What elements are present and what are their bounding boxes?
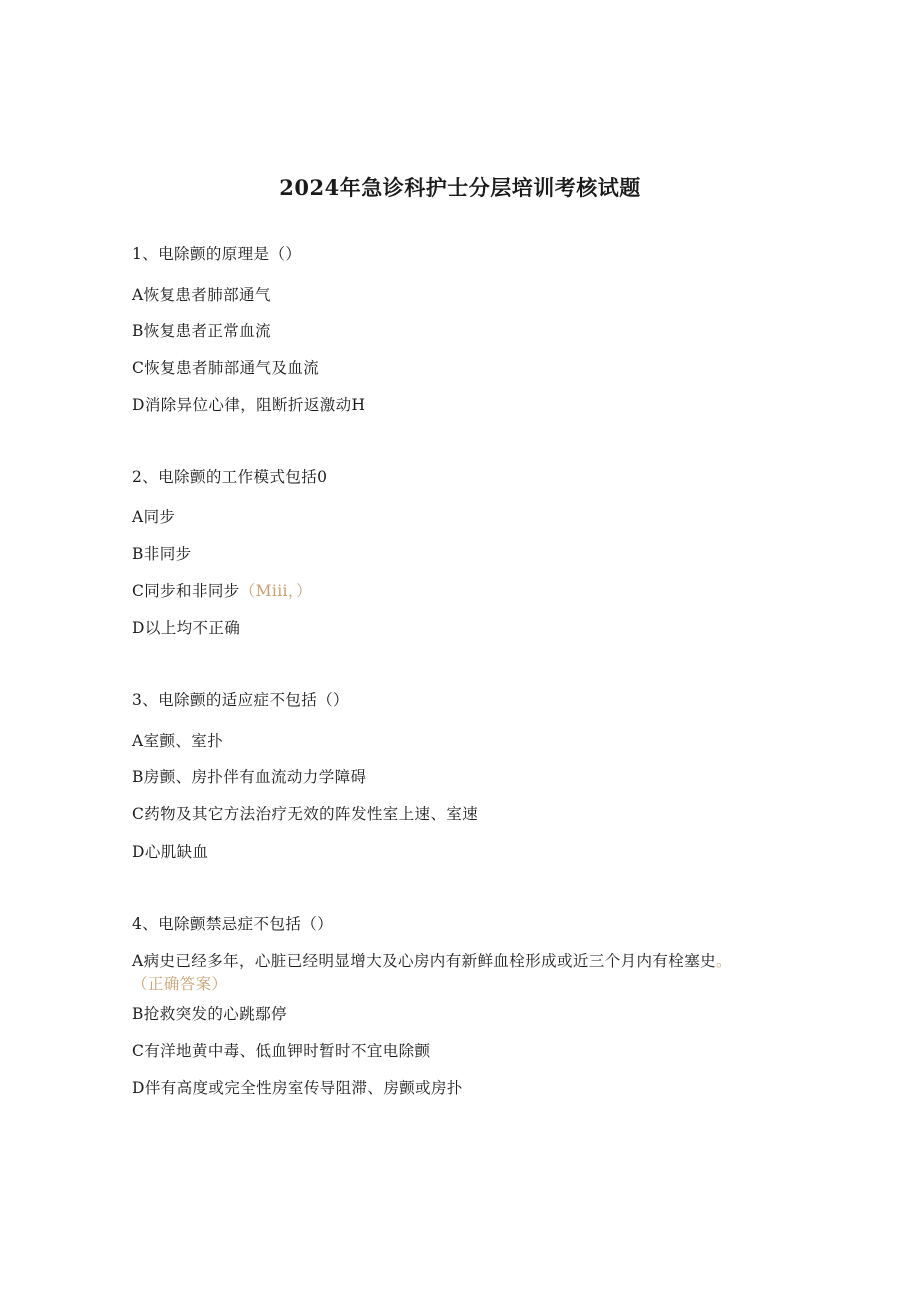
question-1-option-c: C恢复患者肺部通气及血流: [132, 359, 320, 377]
question-2-stem: 2、电除颤的工作模式包括0: [132, 468, 328, 486]
question-4-stem: 4、电除颤禁忌症不包括（）: [132, 915, 334, 933]
question-3-option-a: A室颤、室扑: [132, 732, 224, 750]
question-4-option-a-text: A病史已经多年，心脏已经明显增大及心房内有新鲜血栓形成或近三个月内有栓塞史: [132, 952, 716, 970]
question-3-option-d: D心肌缺血: [132, 843, 209, 861]
question-2-answer-mark: （Miii，）: [239, 582, 312, 600]
question-2-option-c-text: C同步和非同步: [132, 582, 240, 600]
question-1-option-b: B恢复患者正常血流: [132, 322, 271, 340]
question-2-option-b: B非同步: [132, 545, 192, 563]
question-4-answer-mark: （正确答案）: [132, 975, 228, 993]
question-3-option-b: B房颤、房扑伴有血流动力学障碍: [132, 768, 367, 786]
question-3-stem: 3、电除颤的适应症不包括（）: [132, 691, 349, 709]
question-4-option-b: B抢救突发的心跳鄢停: [132, 1005, 287, 1023]
question-1-option-a: A恢复患者肺部通气: [132, 286, 271, 304]
question-4-option-a-tail: 。: [716, 952, 732, 970]
question-2-option-d: D以上均不正确: [132, 619, 241, 637]
question-1-option-d: D消除异位心律，阻断折返激动H: [132, 396, 366, 414]
question-2-option-a: A同步: [132, 508, 176, 526]
question-3-option-c: C药物及其它方法治疗无效的阵发性室上速、室速: [132, 805, 479, 823]
page-title: 2024年急诊科护士分层培训考核试题: [279, 175, 641, 200]
question-4-option-c: C有洋地黄中毒、低血钾时暂时不宜电除颤: [132, 1042, 431, 1060]
question-2-option-c: [132, 581, 312, 601]
question-4-option-d: D伴有高度或完全性房室传导阻滞、房颤或房扑: [132, 1079, 463, 1097]
question-1-stem: 1、电除颤的原理是（）: [132, 245, 302, 263]
question-4-option-a: [132, 951, 732, 971]
